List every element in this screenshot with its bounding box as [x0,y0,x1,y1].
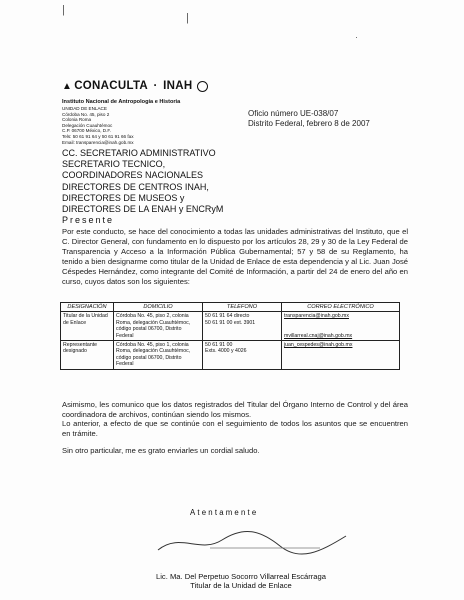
cell-designacion: Representante designado [61,341,114,370]
cell-telefono: 50 61 91 64 directo 50 61 91 00 ext. 3901 [203,312,282,341]
scan-mark: · [355,32,358,42]
oficio-date: Distrito Federal, febrero 8 de 2007 [248,119,370,128]
cell-correo[interactable]: transparencia@inah.gob.mx mvillarreal.cnaj@inah.gob.mx [282,312,400,341]
addressee-line: SECRETARIO TECNICO, [62,159,166,170]
presente-label: Presente [62,215,115,226]
addressee-block [62,148,223,226]
cell-designacion: Titular de la Unidad de Enlace [61,312,114,341]
column-header: DOMICILIO [114,303,203,312]
body-paragraph-4: Sin otro particular, me es grato enviarles un cordial saludo. [62,446,260,455]
body-paragraph-2: Asimismo, les comunico que los datos registrados del Titular del Órgano Interno de Control y del área coordinadora de archivos, continúan siendo los mismos. [62,400,408,419]
column-header: TELEFONO [203,303,282,312]
institution-line: Delegación Cuauhtémoc [62,122,113,128]
cell-domicilio: Córdoba No. 45, piso 1, colonia Roma, delegación Cuauhtémoc, código postal 06700, Distrito Federal [114,341,203,370]
scan-mark: | [186,12,189,24]
body-paragraph-1: Por este conducto, se hace del conocimiento a todas las unidades administrativas del Instituto, que el C. Director General, con fundamento en lo dispuesto por los artículos 28, 29 y 30 de la Ley Federal de Transparencia y Acceso a la Información Pública Gubernamental; 57 y 58 de su Reglamento, ha tenido a bien designarme como titular de la Unidad de Enlace de esta dependencia y al Lic. Juan José Céspedes Hernández, como integrante del Comité de Información, a partir del 24 de enero del año en curso, cuyos datos son los siguientes: [62,227,408,286]
addressee-line: DIRECTORES DE MUSEOS y [62,192,185,203]
institution-line: UNIDAD DE ENLACE [62,106,107,111]
logo-text-right: INAH [163,80,193,92]
signer-title: Titular de la Unidad de Enlace [190,581,292,591]
institution-line: Tels: 50 61 91 64 y 50 61 91 66 fax [62,133,134,139]
table-header-row [61,303,400,312]
institution-line: Córdoba No. 45, piso 2 [62,111,110,117]
inah-seal-icon [197,81,208,92]
column-header: DESIGNACIÓN [61,303,114,312]
body-paragraph-3: Lo anterior, a efecto de que se continúe con el seguimiento de todos los asuntos que se encuentren en trámite. [62,419,408,438]
table-row [61,341,400,370]
institution-line: Email: transparencia@inah.gob.mx [62,139,134,145]
scan-mark: | [62,4,65,16]
cell-domicilio: Córdoba No. 45, piso 2, colonia Roma, delegación Cuauhtémoc, código postal 06700, Distrito Federal [114,312,203,341]
institution-line: C.P. 06700 México, D.F. [62,128,111,134]
addressee-line: DIRECTORES DE CENTROS INAH, [62,181,209,192]
conaculta-inah-logo: ▲ CONACULTA · INAH [62,80,208,92]
designation-table [60,302,400,370]
addressee-line: DIRECTORES DE LA ENAH y ENCRyM [62,204,224,215]
closing-atentamente: Atentamente [190,508,259,517]
signer-block [116,572,366,591]
table-row [61,312,400,341]
oficio-number: Oficio número UE-038/07 [248,109,339,118]
institution-name: Instituto Nacional de Antropología e Historia [62,99,181,105]
addressee-line: COORDINADORES NACIONALES [62,170,204,181]
cell-telefono: 50 61 91 00 Exts. 4000 y 4026 [203,341,282,370]
conaculta-glyph-icon: ▲ [62,80,73,92]
cell-correo[interactable]: juan_cespedes@inah.gob.mx [282,341,400,370]
oficio-header [248,109,370,129]
logo-text-left: CONACULTA [74,80,149,92]
addressee-line: CC. SECRETARIO ADMINISTRATIVO [62,148,216,158]
column-header: CORREO ELECTRÓNICO [282,303,400,312]
institution-block [62,99,262,145]
signer-name: Lic. Ma. Del Perpetuo Socorro Villarreal Escárraga [156,572,326,581]
signature-mark [150,528,370,556]
institution-line: Colonia Roma [62,117,92,123]
